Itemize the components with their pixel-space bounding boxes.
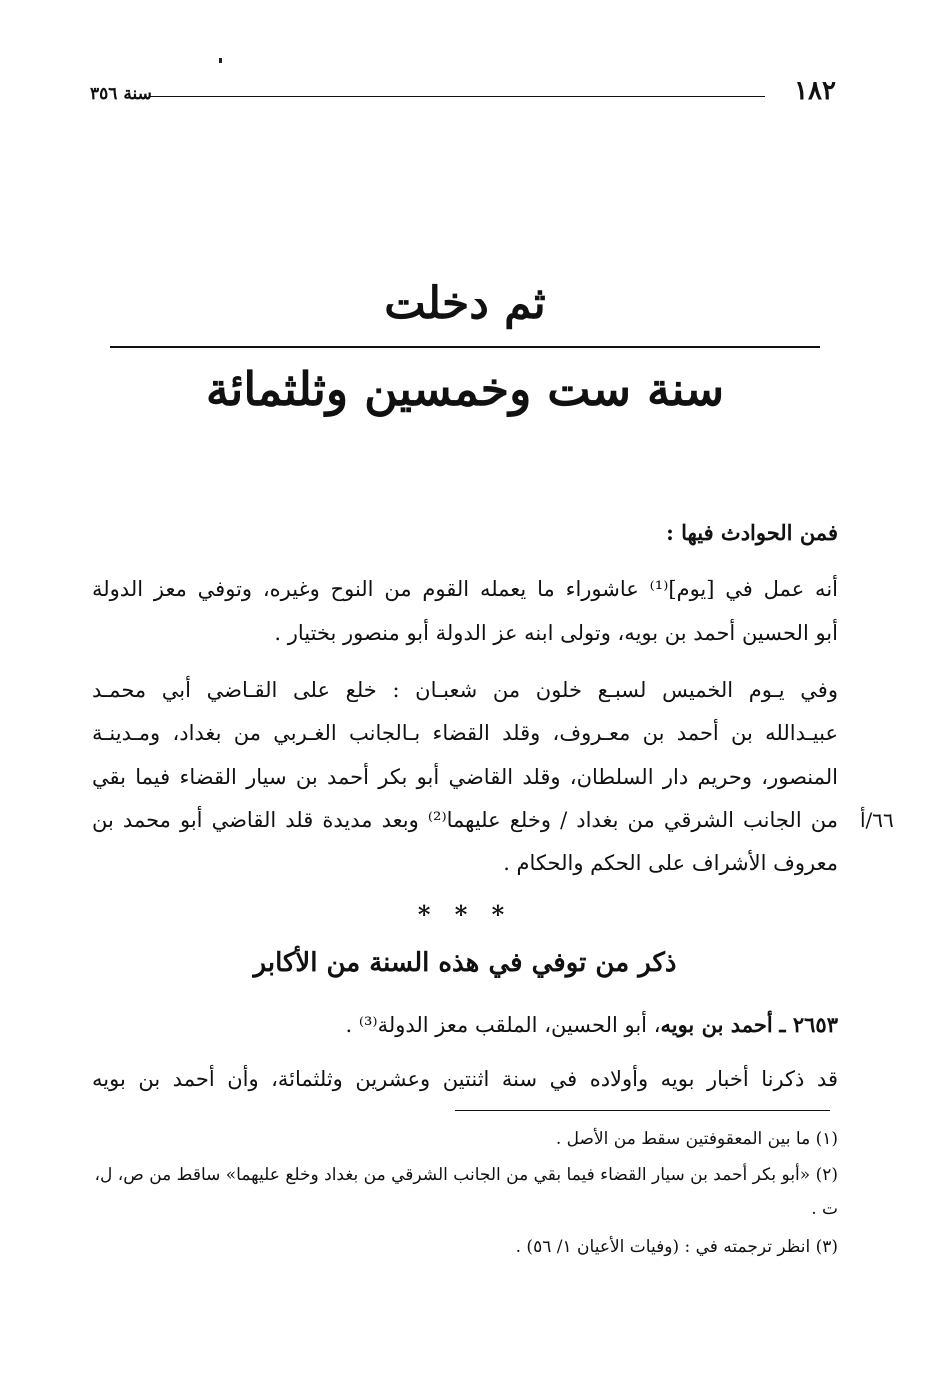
footnote-1: (١) ما بين المعقوفتين سقط من الأصل . xyxy=(555,1129,838,1149)
entry-description: ، أبو الحسين، الملقب معز الدولة⁽³⁾ . xyxy=(345,1013,661,1037)
entry-number: ٢٦٥٣ ـ xyxy=(779,1012,838,1037)
paragraph-2-line-2: عبيـدالله بن أحمد بن معـروف، وقلد القضاء بـالجانب الغـربي من بغداد، ومـدينـة xyxy=(92,721,838,745)
section-heading: ذكر من توفي في هذه السنة من الأكابر xyxy=(253,948,677,978)
paragraph-2-line-5: معروف الأشراف على الحكم والحكام . xyxy=(503,851,838,875)
page-number: ١٨٢ xyxy=(794,76,836,106)
title-rule xyxy=(110,346,820,348)
paragraph-2-line-4: من الجانب الشرقي من بغداد / وخلع عليهما⁽²⁾ وبعد مديدة قلد القاضي أبو محمد بن xyxy=(92,808,838,832)
manuscript-folio-ref: ٦٦/أ xyxy=(860,808,894,832)
footnote-3: (٣) انظر ترجمته في : (وفيات الأعيان ١/ ٥٦) . xyxy=(515,1237,838,1257)
footnote-rule xyxy=(455,1110,830,1111)
section-intro: فمن الحوادث فيها : xyxy=(666,520,838,545)
chapter-title-line1: ثم دخلت xyxy=(384,278,546,329)
entry-name: أحمد بن بويه xyxy=(660,1012,773,1037)
paragraph-3-line-1: قد ذكرنا أخبار بويه وأولاده في سنة اثنتين وعشرين وثلثمائة، وأن أحمد بن بويه xyxy=(92,1067,838,1091)
paragraph-1-line-2: أبو الحسين أحمد بن بويه، وتولى ابنه عز الدولة أبو منصور بختيار . xyxy=(274,621,838,645)
header-rule xyxy=(150,96,765,97)
paragraph-2-line-1: وفي يـوم الخميس لسبـع خلون من شعبـان : خلع على القـاضي أبي محمـد xyxy=(92,678,838,702)
print-speck xyxy=(219,58,222,63)
footnote-2: (٢) «أبو بكر أحمد بن سيار القضاء فيما بقي من الجانب الشرقي من بغداد وخلع عليهما» ساقط من ص، ل، xyxy=(94,1165,838,1185)
paragraph-1-line-1: أنه عمل في [يوم]⁽¹⁾ عاشوراء ما يعمله القوم من النوح وغيره، وتوفي معز الدولة xyxy=(92,577,838,601)
chapter-title-line2: سنة ست وخمسين وثلثمائة xyxy=(205,362,725,416)
paragraph-2-line-3: المنصور، وحريم دار السلطان، وقلد القاضي أبو بكر أحمد بن سيار القضاء فيما بقي xyxy=(92,765,838,789)
running-header-year: سنة ٣٥٦ xyxy=(90,84,152,104)
section-separator: * * * xyxy=(417,900,513,929)
footnote-2-continued: ت . xyxy=(811,1199,838,1219)
biography-entry xyxy=(92,1010,838,1040)
